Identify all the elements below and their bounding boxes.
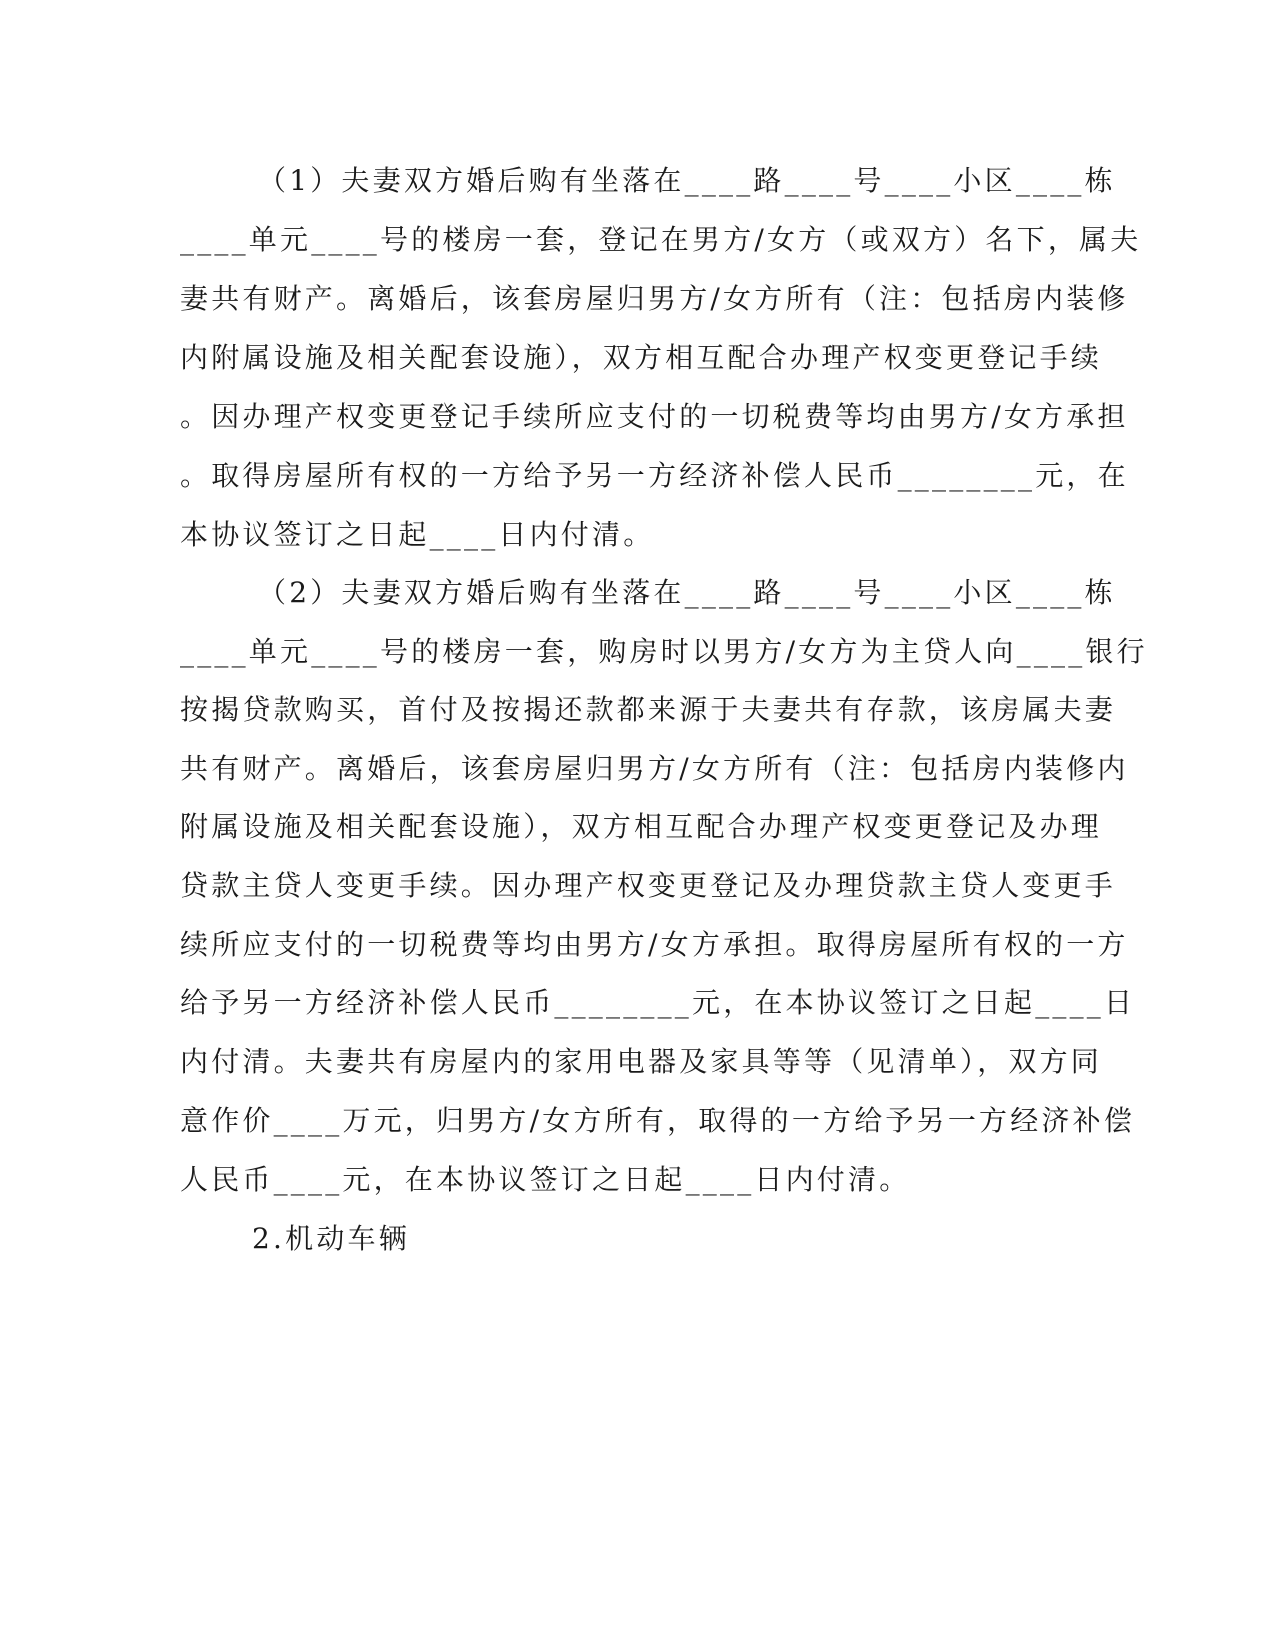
paragraph-line: （1）夫妻双方婚后购有坐落在____路____号____小区____栋: [258, 164, 1116, 197]
paragraph-line: 内附属设施及相关配套设施），双方相互配合办理产权变更登记手续: [180, 341, 1103, 374]
paragraph-line: 本协议签订之日起____日内付清。: [180, 518, 655, 551]
paragraph-line: ____单元____号的楼房一套，登记在男方/女方（或双方）名下，属夫: [180, 223, 1142, 256]
paragraph-line: ____单元____号的楼房一套，购房时以男方/女方为主贷人向____银行: [180, 635, 1148, 668]
paragraph-line: 给予另一方经济补偿人民币________元，在本协议签订之日起____日: [180, 986, 1136, 1019]
paragraph-line: 。取得房屋所有权的一方给予另一方经济补偿人民币________元，在: [180, 459, 1129, 492]
paragraph-line: 按揭贷款购买，首付及按揭还款都来源于夫妻共有存款，该房属夫妻: [180, 693, 1117, 726]
paragraph-line: 。因办理产权变更登记手续所应支付的一切税费等均由男方/女方承担: [180, 400, 1129, 433]
paragraph-line: 共有财产。离婚后，该套房屋归男方/女方所有（注：包括房内装修内: [180, 752, 1129, 785]
paragraph-line: 内付清。夫妻共有房屋内的家用电器及家具等等（见清单），双方同: [180, 1045, 1103, 1078]
paragraph-line: （2）夫妻双方婚后购有坐落在____路____号____小区____栋: [258, 576, 1116, 609]
paragraph-line: 人民币____元，在本协议签订之日起____日内付清。: [180, 1163, 911, 1196]
paragraph-line: 妻共有财产。离婚后，该套房屋归男方/女方所有（注：包括房内装修: [180, 282, 1129, 315]
paragraph-line: 意作价____万元，归男方/女方所有，取得的一方给予另一方经济补偿: [180, 1104, 1136, 1137]
paragraph-line: 附属设施及相关配套设施），双方相互配合办理产权变更登记及办理: [180, 810, 1103, 843]
section-heading: 2.机动车辆: [252, 1222, 410, 1255]
paragraph-line: 续所应支付的一切税费等均由男方/女方承担。取得房屋所有权的一方: [180, 928, 1129, 961]
paragraph-line: 贷款主贷人变更手续。因办理产权变更登记及办理贷款主贷人变更手: [180, 869, 1117, 902]
